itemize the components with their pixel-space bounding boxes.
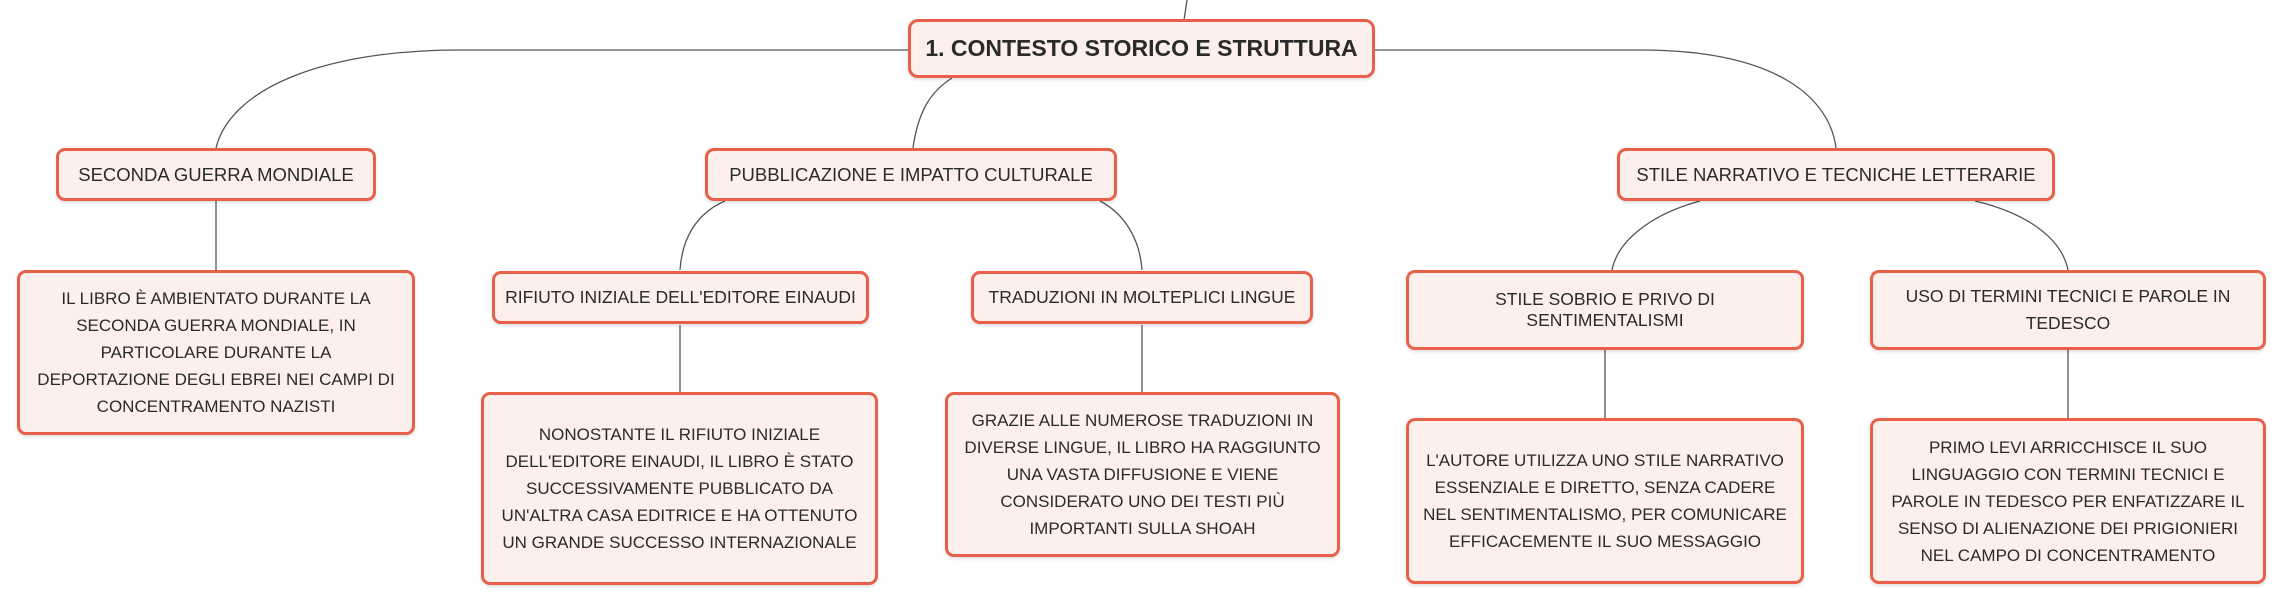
leaf-traduzioni[interactable] [945,392,1340,557]
sub-stile-sobrio[interactable] [1406,270,1804,350]
root-node[interactable] [908,19,1375,78]
root-title: 1. CONTESTO STORICO E STRUTTURA [925,35,1358,61]
branch-label: SECONDA GUERRA MONDIALE [78,163,354,185]
branch-label: STILE NARRATIVO E TECNICHE LETTERARIE [1636,163,2036,185]
connector-pubblicazione-traduzioni [1100,201,1142,270]
connector-stile-sobrio [1612,201,1700,270]
branch-label: PUBBLICAZIONE E IMPATTO CULTURALE [729,163,1093,185]
sub-label: RIFIUTO INIZIALE DELL'EDITORE EINAUDI [505,287,856,307]
connector-parent-root [1184,0,1187,20]
leaf-rifiuto-einaudi[interactable] [481,392,878,585]
leaf-text: GRAZIE ALLE NUMEROSE TRADUZIONI IN DIVERSE LINGUE, IL LIBRO HA RAGGIUNTO UNA VASTA DIFFUSIONE E VIENE CONSIDERATO UNO DEI TESTI PIÙ IMPORTANTI SULLA SHOAH [964,411,1321,538]
leaf-text: NONOSTANTE IL RIFIUTO INIZIALE DELL'EDITORE EINAUDI, IL LIBRO È STATO SUCCESSIVAMENTE PUBBLICATO DA UN'ALTRA CASA EDITRICE E HA OTTENUTO UN GRANDE SUCCESSO INTERNAZIONALE [501,425,858,552]
leaf-text: L'AUTORE UTILIZZA UNO STILE NARRATIVO ESSENZIALE E DIRETTO, SENZA CADERE NEL SENTIMENTALISMO, PER COMUNICARE EFFICACEMENTE IL SUO MESSAGGIO [1423,451,1787,551]
branch-pubblicazione[interactable] [705,148,1117,201]
leaf-termini-tedesco[interactable] [1870,418,2266,584]
sub-label: STILE SOBRIO E PRIVO DI SENTIMENTALISMI [1495,289,1715,330]
sub-label: USO DI TERMINI TECNICI E PAROLE IN TEDESCO [1905,286,2231,333]
branch-stile-narrativo[interactable] [1617,148,2055,201]
branch-seconda-guerra[interactable] [56,148,376,201]
leaf-text: PRIMO LEVI ARRICCHISCE IL SUO LINGUAGGIO CON TERMINI TECNICI E PAROLE IN TEDESCO PER ENFATIZZARE IL SENSO DI ALIENAZIONE DEI PRIGIONIERI NEL CAMPO DI CONCENTRAMENTO [1891,437,2245,565]
sub-traduzioni[interactable] [971,271,1313,324]
sub-termini-tedesco[interactable] [1870,270,2266,350]
sub-rifiuto-einaudi[interactable] [492,271,869,324]
connector-stile-termini [1975,201,2068,270]
connector-root-pubblicazione [913,78,952,148]
leaf-seconda-guerra[interactable] [17,270,415,435]
leaf-stile-sobrio[interactable] [1406,418,1804,584]
leaf-text: IL LIBRO È AMBIENTATO DURANTE LA SECONDA GUERRA MONDIALE, IN PARTICOLARE DURANTE LA DEPORTAZIONE DEGLI EBREI NEI CAMPI DI CONCENTRAMENTO NAZISTI [37,289,395,416]
connector-pubblicazione-rifiuto [680,201,725,270]
connector-root-seconda-guerra [216,50,908,148]
connector-root-stile [1375,50,1836,148]
sub-label: TRADUZIONI IN MOLTEPLICI LINGUE [988,287,1296,307]
